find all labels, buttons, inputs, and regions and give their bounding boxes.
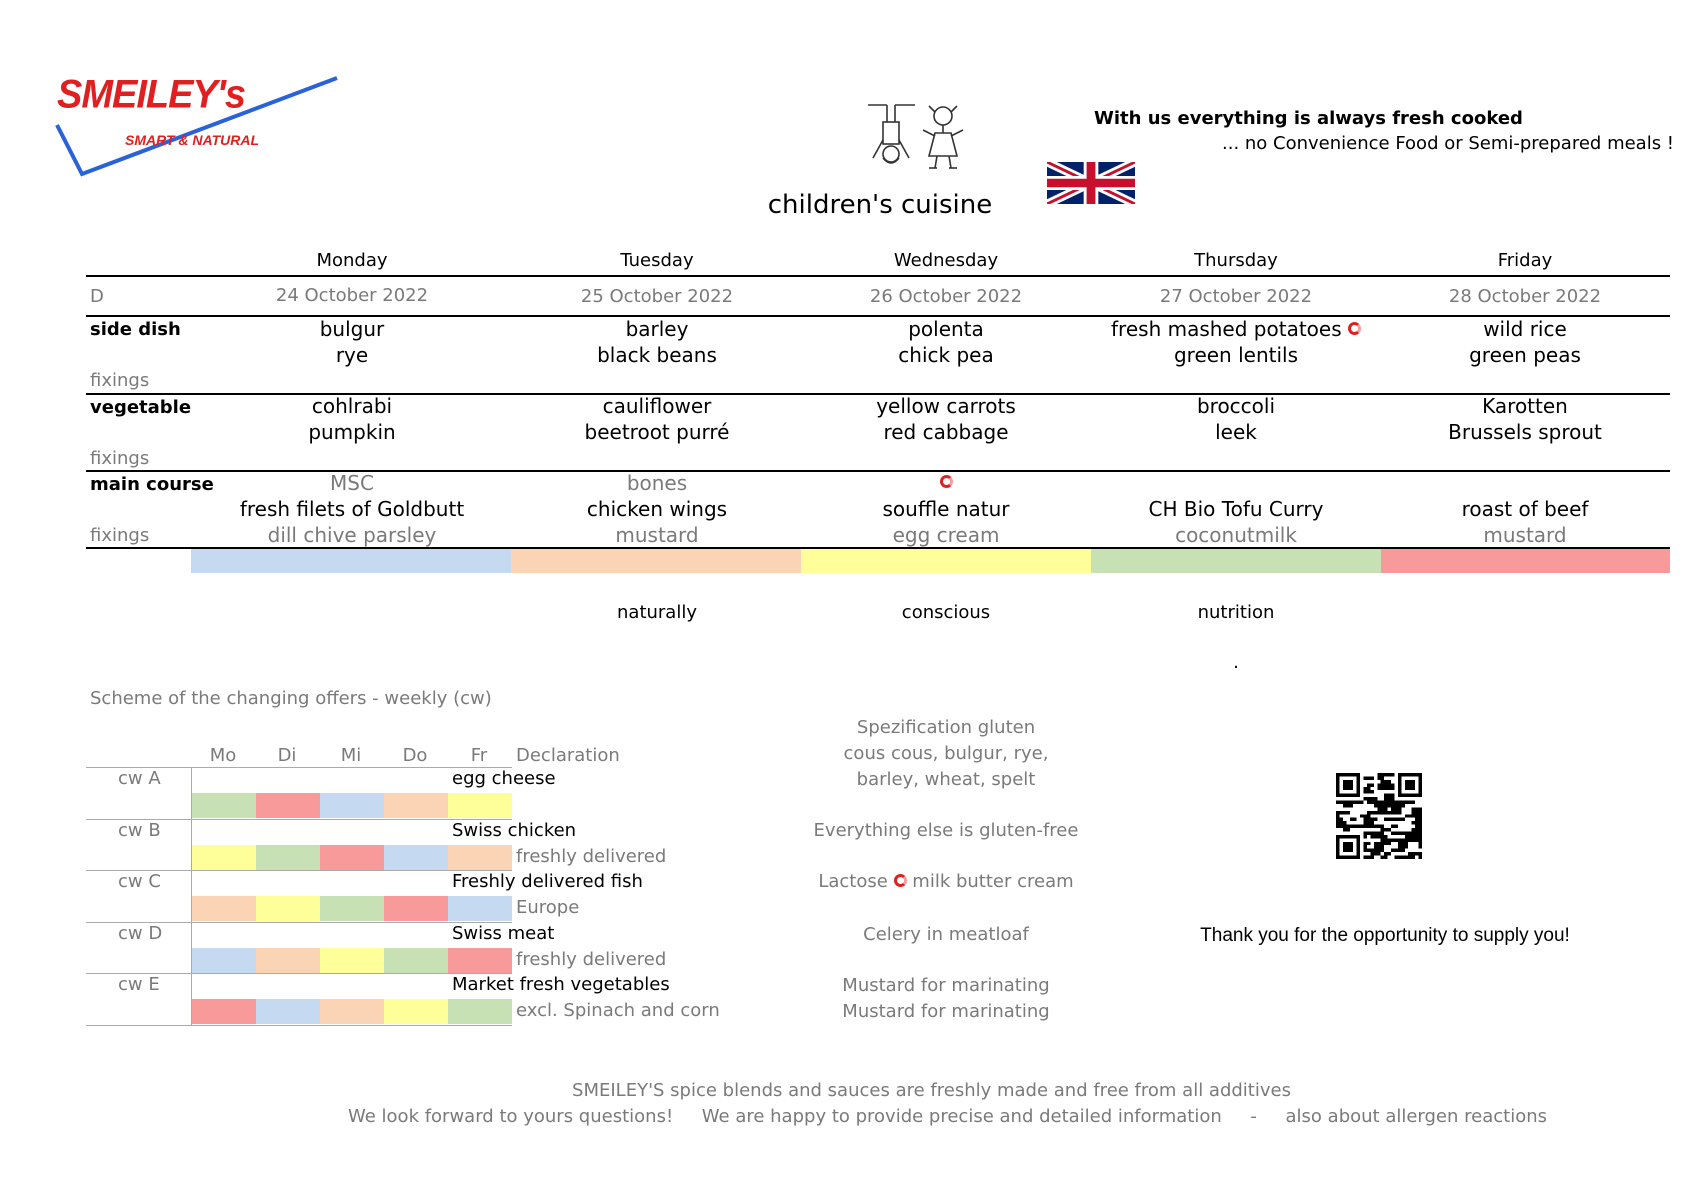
main-course-monday: fresh filets of Goldbutt xyxy=(239,497,465,521)
scheme-header-mo: Mo xyxy=(209,745,237,766)
day-color-bar xyxy=(1381,549,1670,573)
footer-questions-d: also about allergen reactions xyxy=(1285,1106,1547,1127)
scheme-color-cell xyxy=(320,793,384,818)
day-name-thursday: Thursday xyxy=(1194,250,1278,271)
date-monday: 24 October 2022 xyxy=(275,285,429,306)
lactose-marker-icon xyxy=(1348,322,1361,335)
lactose-marker-icon xyxy=(894,874,907,887)
main-note-tuesday: bones xyxy=(626,471,688,495)
vegetable-fixing-thursday: leek xyxy=(1215,420,1257,444)
vegetable-tuesday: cauliflower xyxy=(602,394,712,418)
scheme-declaration-note: freshly delivered xyxy=(516,948,667,970)
gluten-free-note: Everything else is gluten-free xyxy=(813,820,1079,841)
fresh-statement: With us everything is always fresh cooked xyxy=(1094,108,1523,129)
date-thursday: 27 October 2022 xyxy=(1159,286,1313,307)
fixings-label: fixings xyxy=(90,448,150,469)
side-dish-thursday-text: fresh mashed potatoes xyxy=(1111,317,1342,341)
main-course-wednesday: souffle natur xyxy=(882,497,1010,521)
fixings-label: fixings xyxy=(90,525,150,546)
main-course-label: main course xyxy=(90,474,214,495)
main-course-friday: roast of beef xyxy=(1461,497,1589,521)
main-note-wednesday xyxy=(801,473,1091,492)
scheme-color-cell xyxy=(192,948,256,973)
mustard-note-2: Mustard for marinating xyxy=(842,1001,1050,1022)
scheme-header-di: Di xyxy=(277,745,297,766)
scheme-header-fr: Fr xyxy=(470,745,488,766)
day-name-wednesday: Wednesday xyxy=(893,250,999,271)
scheme-title: Scheme of the changing offers - weekly (cw) xyxy=(90,688,492,709)
gluten-spec-line2: cous cous, bulgur, rye, xyxy=(843,743,1049,764)
fixings-label: fixings xyxy=(90,370,150,391)
vegetable-friday: Karotten xyxy=(1482,394,1568,418)
slogan-nutrition: nutrition xyxy=(1197,602,1275,623)
scheme-header-declaration: Declaration xyxy=(516,745,620,766)
scheme-color-cell xyxy=(448,999,512,1024)
scheme-color-cell xyxy=(384,845,448,870)
scheme-declaration: Swiss chicken xyxy=(452,819,577,841)
scheme-color-cell xyxy=(448,948,512,973)
no-convenience-statement: ... no Convenience Food or Semi-prepared meals ! xyxy=(1222,133,1675,154)
date-tuesday: 25 October 2022 xyxy=(580,286,734,307)
scheme-color-cell xyxy=(256,896,320,921)
footer-additives: SMEILEY'S spice blends and sauces are freshly made and free from all additives xyxy=(572,1080,1291,1101)
gluten-spec-line1: Spezification gluten xyxy=(856,717,1036,738)
side-fixing-friday: green peas xyxy=(1469,343,1581,367)
side-dish-wednesday: polenta xyxy=(908,317,984,341)
scheme-color-cell xyxy=(320,948,384,973)
side-fixing-tuesday: black beans xyxy=(597,343,717,367)
qr-code-icon[interactable] xyxy=(1336,773,1422,859)
day-name-tuesday: Tuesday xyxy=(620,250,694,271)
scheme-week-label: cw C xyxy=(118,871,161,892)
day-name-monday: Monday xyxy=(316,250,388,271)
vegetable-fixing-friday: Brussels sprout xyxy=(1448,420,1602,444)
scheme-week-label: cw A xyxy=(118,768,161,789)
footer-questions xyxy=(348,1106,1547,1127)
date-wednesday: 26 October 2022 xyxy=(869,286,1023,307)
scheme-color-cell xyxy=(384,793,448,818)
vegetable-monday: cohlrabi xyxy=(311,394,393,418)
scheme-week-label: cw B xyxy=(118,819,161,841)
lactose-label: Lactose xyxy=(818,871,888,892)
scheme-declaration: egg cheese xyxy=(452,768,556,789)
main-note-monday: MSC xyxy=(330,471,374,495)
day-color-bar xyxy=(1091,549,1381,573)
main-fixing-monday: dill chive parsley xyxy=(267,523,437,547)
scheme-week-label: cw D xyxy=(118,922,163,944)
scheme-color-cell xyxy=(448,793,512,818)
divider xyxy=(86,275,1670,277)
vegetable-label: vegetable xyxy=(90,397,192,418)
scheme-color-cell xyxy=(320,999,384,1024)
mustard-note-1: Mustard for marinating xyxy=(842,975,1050,996)
scheme-color-cell xyxy=(448,845,512,870)
scheme-color-cell xyxy=(320,845,384,870)
slogan-naturally: naturally xyxy=(617,602,697,623)
date-row-label: D xyxy=(90,286,104,307)
thank-you-note: Thank you for the opportunity to supply you! xyxy=(1200,925,1570,946)
vegetable-fixing-monday: pumpkin xyxy=(308,420,396,444)
scheme-color-cell xyxy=(384,948,448,973)
scheme-color-cell xyxy=(192,896,256,921)
side-fixing-monday: rye xyxy=(335,343,369,367)
day-color-bar xyxy=(511,549,801,573)
footer-questions-c: - xyxy=(1250,1106,1257,1127)
footer-questions-a: We look forward to yours questions! xyxy=(348,1106,674,1127)
main-course-thursday: CH Bio Tofu Curry xyxy=(1148,497,1324,521)
scheme-color-cell xyxy=(384,999,448,1024)
vegetable-fixing-wednesday: red cabbage xyxy=(883,420,1009,444)
lactose-marker-icon xyxy=(940,475,953,488)
side-dish-monday: bulgur xyxy=(319,317,385,341)
scheme-color-cell xyxy=(320,896,384,921)
scheme-header-do: Do xyxy=(402,745,428,766)
side-dish-friday: wild rice xyxy=(1483,317,1567,341)
footer-questions-b: We are happy to provide precise and detailed information xyxy=(701,1106,1222,1127)
slogan-conscious: conscious xyxy=(901,602,991,623)
children-drawing-icon xyxy=(865,100,975,172)
scheme-color-cell xyxy=(256,845,320,870)
main-fixing-tuesday: mustard xyxy=(615,523,699,547)
scheme-declaration-note: Europe xyxy=(516,897,580,918)
lactose-note xyxy=(771,871,1121,892)
scheme-color-cell xyxy=(192,845,256,870)
side-dish-thursday xyxy=(1081,317,1391,341)
day-name-friday: Friday xyxy=(1497,250,1553,271)
scheme-color-cell xyxy=(192,793,256,818)
scheme-declaration: Freshly delivered fish xyxy=(452,871,643,892)
main-fixing-friday: mustard xyxy=(1483,523,1567,547)
main-fixing-thursday: coconutmilk xyxy=(1175,523,1297,547)
side-fixing-thursday: green lentils xyxy=(1173,343,1299,367)
scheme-declaration-note: freshly delivered xyxy=(516,845,667,867)
scheme-color-cell xyxy=(384,896,448,921)
scheme-column-divider xyxy=(191,767,192,1025)
logo-text: SMEILEY's xyxy=(57,72,245,118)
scheme-color-cell xyxy=(256,999,320,1024)
main-fixing-wednesday: egg cream xyxy=(892,523,1000,547)
scheme-color-cell xyxy=(256,948,320,973)
vegetable-wednesday: yellow carrots xyxy=(876,394,1016,418)
logo xyxy=(55,70,345,180)
celery-note: Celery in meatloaf xyxy=(863,924,1029,945)
scheme-declaration: Swiss meat xyxy=(452,922,555,944)
scheme-color-cell xyxy=(256,793,320,818)
page-title: children's cuisine xyxy=(767,190,993,220)
scheme-week-label: cw E xyxy=(118,974,160,995)
day-color-bar xyxy=(801,549,1091,573)
scheme-row-divider xyxy=(86,1025,512,1026)
vegetable-fixing-tuesday: beetroot purré xyxy=(584,420,730,444)
slogan-dot: . xyxy=(1233,652,1239,673)
scheme-header-mi: Mi xyxy=(340,745,362,766)
gluten-spec-line3: barley, wheat, spelt xyxy=(856,769,1036,790)
side-dish-tuesday: barley xyxy=(625,317,689,341)
side-fixing-wednesday: chick pea xyxy=(898,343,994,367)
logo-tagline: SMART & NATURAL xyxy=(125,132,260,148)
side-dish-label: side dish xyxy=(90,319,181,340)
date-friday: 28 October 2022 xyxy=(1448,286,1602,307)
scheme-declaration: Market fresh vegetables xyxy=(452,974,670,995)
main-course-tuesday: chicken wings xyxy=(586,497,728,521)
scheme-color-cell xyxy=(448,896,512,921)
uk-flag-icon xyxy=(1047,162,1135,204)
scheme-declaration-note: excl. Spinach and corn xyxy=(516,1000,720,1021)
lactose-items: milk butter cream xyxy=(912,871,1074,892)
day-color-bar xyxy=(191,549,511,573)
scheme-color-cell xyxy=(192,999,256,1024)
vegetable-thursday: broccoli xyxy=(1196,394,1276,418)
